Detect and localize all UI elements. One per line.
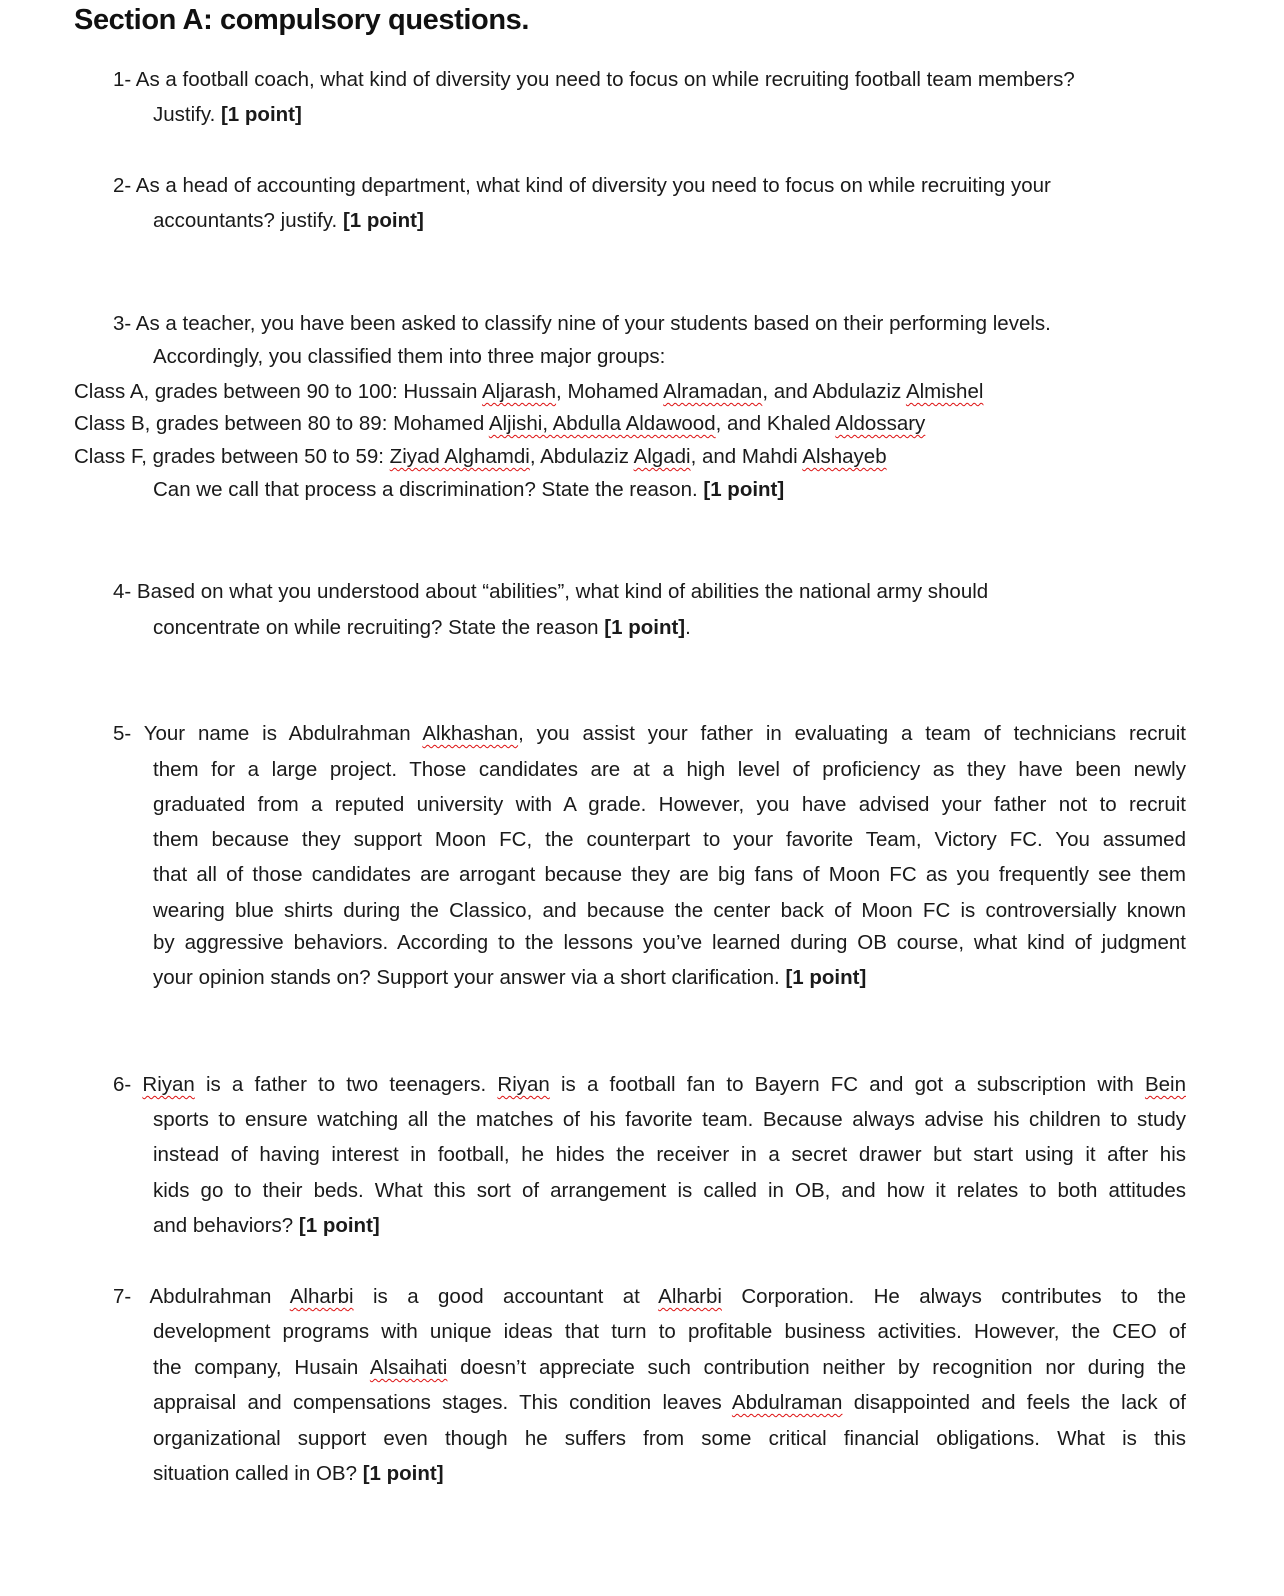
- q7-line-5: organizational support even though he suffers from some critical financial obligations. What is this: [153, 1427, 1186, 1450]
- q1-points: [1 point]: [220, 103, 302, 126]
- q3-class-a: [74, 378, 983, 406]
- class-a-text: , Mohamed: [556, 380, 664, 403]
- q7-line-6: [153, 1460, 444, 1488]
- q5-line-7: by aggressive behaviors. According to the lessons you’ve learned during OB course, what kind of judgment: [153, 931, 1186, 954]
- q5-line-8: [153, 964, 866, 992]
- q6-line-1: [113, 1071, 1186, 1099]
- q7-line-1: [113, 1283, 1186, 1311]
- q5-points: [1 point]: [785, 966, 867, 989]
- name-spellcheck: Ziyad Alghamdi: [389, 445, 530, 468]
- q5-line-4: them because they support Moon FC, the counterpart to your favorite Team, Victory FC. You assumed: [153, 828, 1186, 851]
- name-spellcheck: Aldossary: [835, 412, 926, 435]
- q5-text: , you assist your father in evaluating a team of technicians recruit: [518, 722, 1186, 745]
- q7-text: disappointed and feels the lack of: [842, 1391, 1186, 1414]
- q6-text: is a football fan to Bayern FC and got a subscription with: [549, 1073, 1145, 1096]
- name-spellcheck: Riyan: [142, 1073, 195, 1096]
- section-title: Section A: compulsory questions.: [74, 4, 530, 36]
- q3-class-b: [74, 410, 925, 438]
- q2-text: accountants? justify.: [153, 209, 338, 232]
- q7-text: 7- Abdulrahman: [113, 1285, 290, 1308]
- q6-points: [1 point]: [298, 1214, 380, 1237]
- q5-line-5: that all of those candidates are arrogant because they are big fans of Moon FC as you frequently see them: [153, 863, 1186, 886]
- q7-text: appraisal and compensations stages. This condition leaves: [153, 1391, 732, 1414]
- q3-class-f: [74, 443, 887, 471]
- class-f-text: , and Mahdi: [690, 445, 803, 468]
- q7-line-3: [153, 1354, 1186, 1382]
- q7-text: is a good accountant at: [353, 1285, 659, 1308]
- q5-line-6: wearing blue shirts during the Classico, and because the center back of Moon FC is controversially known: [153, 899, 1186, 922]
- q7-text: Corporation. He always contributes to the: [721, 1285, 1187, 1308]
- q5-text: your opinion stands on? Support your answer via a short clarification.: [153, 966, 780, 989]
- q2-line-1: 2- As a head of accounting department, what kind of diversity you need to focus on while recruiting your: [113, 174, 1051, 197]
- class-b-text: , and Khaled: [715, 412, 836, 435]
- q6-line-5: [153, 1212, 380, 1240]
- q5-text: 5- Your name is Abdulrahman: [113, 722, 423, 745]
- name-spellcheck: Alramadan: [663, 380, 763, 403]
- q3-line-3: [153, 476, 784, 504]
- q3-points: [1 point]: [703, 478, 785, 501]
- class-a-text: Class A, grades between 90 to 100: Hussain: [74, 380, 482, 403]
- name-spellcheck: Algadi: [633, 445, 691, 468]
- q5-line-1: [113, 720, 1186, 748]
- q7-points: [1 point]: [362, 1462, 444, 1485]
- name-spellcheck: Aljarash: [481, 380, 557, 403]
- q2-line-2: [153, 207, 424, 235]
- class-f-text: Class F, grades between 50 to 59:: [74, 445, 390, 468]
- name-spellcheck: Bein: [1144, 1073, 1186, 1096]
- q4-end: .: [685, 616, 691, 639]
- q5-line-2: them for a large project. Those candidates are at a high level of proficiency as they have been newly: [153, 758, 1186, 781]
- q6-line-2: sports to ensure watching all the matches of his favorite team. Because always advise his children to study: [153, 1108, 1186, 1131]
- q1-line-2: [153, 101, 302, 129]
- q7-text: the company, Husain: [153, 1356, 370, 1379]
- q6-line-4: kids go to their beds. What this sort of arrangement is called in OB, and how it relates to both attitudes: [153, 1179, 1186, 1202]
- name-spellcheck: Riyan: [497, 1073, 550, 1096]
- q3-line-2: Accordingly, you classified them into three major groups:: [153, 345, 666, 368]
- name-spellcheck: Aljishi, Abdulla Aldawood: [488, 412, 716, 435]
- name-spellcheck: Alsaihati: [369, 1356, 448, 1379]
- name-spellcheck: Almishel: [905, 380, 984, 403]
- q7-text: situation called in OB?: [153, 1462, 357, 1485]
- q6-text: and behaviors?: [153, 1214, 294, 1237]
- name-spellcheck: Alshayeb: [802, 445, 887, 468]
- q4-points: [1 point]: [604, 616, 686, 639]
- q2-points: [1 point]: [342, 209, 424, 232]
- q4-text: concentrate on while recruiting? State the reason: [153, 616, 599, 639]
- class-a-text: , and Abdulaziz: [762, 380, 906, 403]
- q6-text: is a father to two teenagers.: [194, 1073, 498, 1096]
- q7-line-4: [153, 1389, 1186, 1417]
- q3-text: Can we call that process a discrimination? State the reason.: [153, 478, 698, 501]
- q6-text: 6-: [113, 1073, 143, 1096]
- name-spellcheck: Alharbi: [658, 1285, 722, 1308]
- q1-text: Justify.: [153, 103, 216, 126]
- name-spellcheck: Abdulraman: [731, 1391, 843, 1414]
- q4-line-1: 4- Based on what you understood about “abilities”, what kind of abilities the national army should: [113, 580, 989, 603]
- q4-line-2: [153, 614, 691, 642]
- name-spellcheck: Alkhashan: [422, 722, 519, 745]
- q7-line-2: development programs with unique ideas that turn to profitable business activities. However, the CEO of: [153, 1320, 1186, 1343]
- class-b-text: Class B, grades between 80 to 89: Mohamed: [74, 412, 489, 435]
- q6-line-3: instead of having interest in football, he hides the receiver in a secret drawer but start using it after his: [153, 1143, 1186, 1166]
- q5-line-3: graduated from a reputed university with A grade. However, you have advised your father not to recruit: [153, 793, 1186, 816]
- q7-text: doesn’t appreciate such contribution neither by recognition nor during the: [447, 1356, 1187, 1379]
- q3-line-1: 3- As a teacher, you have been asked to classify nine of your students based on their performing levels.: [113, 312, 1051, 335]
- name-spellcheck: Alharbi: [289, 1285, 354, 1308]
- class-f-text: , Abdulaziz: [529, 445, 634, 468]
- q1-line-1: 1- As a football coach, what kind of diversity you need to focus on while recruiting football team members?: [113, 68, 1075, 91]
